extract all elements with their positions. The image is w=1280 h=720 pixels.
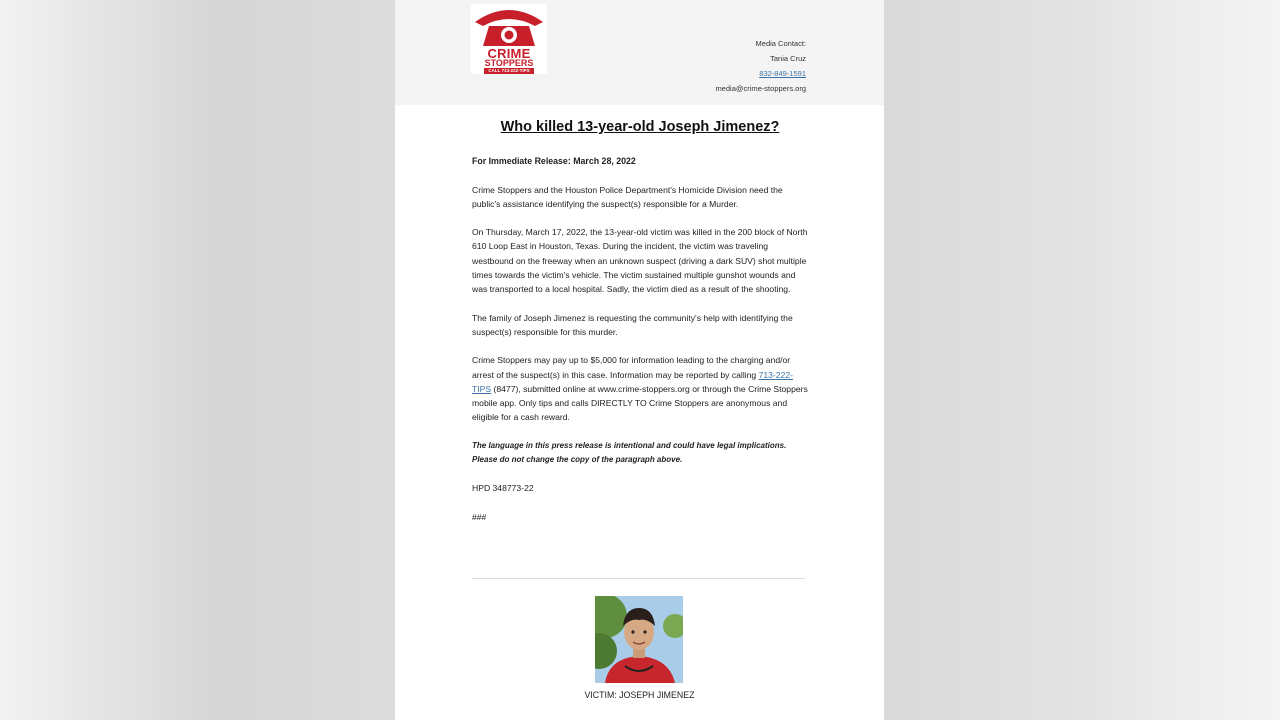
media-contact-name: Tania Cruz — [770, 54, 806, 63]
media-contact — [715, 36, 806, 96]
paragraph-intro: Crime Stoppers and the Houston Police Department's Homicide Division need the public's assistance identifying the suspect(s) responsible for a Murder. — [472, 184, 783, 209]
paragraph-reward — [472, 353, 808, 424]
paragraph-incident: On Thursday, March 17, 2022, the 13-year-old victim was killed in the 200 block of North 610 Loop East in Houston, Texas. During the incident, the victim was traveling westbound on the freeway when an unknown suspect (driving a dark SUV) shot multiple times towards the victim's vehicle. The victim sustained multiple gunshot wounds and was transported to a local hospital. Sadly, the victim died as a result of the shooting. — [472, 227, 808, 295]
logo-word-crime: CRIME — [487, 46, 531, 61]
background-left — [0, 0, 395, 720]
media-contact-label: Media Contact: — [755, 39, 806, 48]
media-contact-phone[interactable]: 832-849-1591 — [759, 69, 806, 78]
media-contact-email: media@crime-stoppers.org — [715, 84, 806, 93]
paragraph-family: The family of Joseph Jimenez is requesting the community's help with identifying the suspect(s) responsible for this murder. — [472, 312, 793, 337]
page-title: Who killed 13-year-old Joseph Jimenez? — [500, 119, 780, 135]
release-body — [472, 112, 808, 538]
reward-text-start: Crime Stoppers may pay up to $5,000 for information leading to the charging and/or arrest of the suspect(s) in this case. Information may be reported by calling — [472, 355, 791, 380]
background-right — [884, 0, 1280, 720]
letterhead — [395, 0, 884, 105]
divider — [472, 578, 805, 579]
victim-caption: VICTIM: JOSEPH JIMENEZ — [584, 690, 695, 700]
case-number: HPD 348773-22 — [472, 483, 534, 494]
press-release-page — [395, 0, 884, 720]
legal-notice: The language in this press release is intentional and could have legal implications. Please do not change the copy of the paragraph above. — [472, 440, 787, 465]
logo-word-stoppers: STOPPERS — [484, 58, 534, 68]
logo-call-banner: CALL 713-222-TIPS — [484, 68, 534, 74]
reward-text-end: (8477), submitted online at www.crime-stoppers.org or through the Crime Stoppers mobile app. Only tips and calls DIRECTLY TO Crime Stoppers are anonymous and eligible for a cash reward. — [472, 383, 808, 423]
crime-stoppers-logo — [471, 4, 547, 74]
end-marker: ### — [472, 511, 487, 522]
release-date: For Immediate Release: March 28, 2022 — [472, 156, 636, 167]
victim-photo — [595, 596, 683, 683]
tips-phone-link[interactable]: 713-222-TIPS — [472, 369, 793, 394]
telephone-icon — [471, 4, 547, 48]
